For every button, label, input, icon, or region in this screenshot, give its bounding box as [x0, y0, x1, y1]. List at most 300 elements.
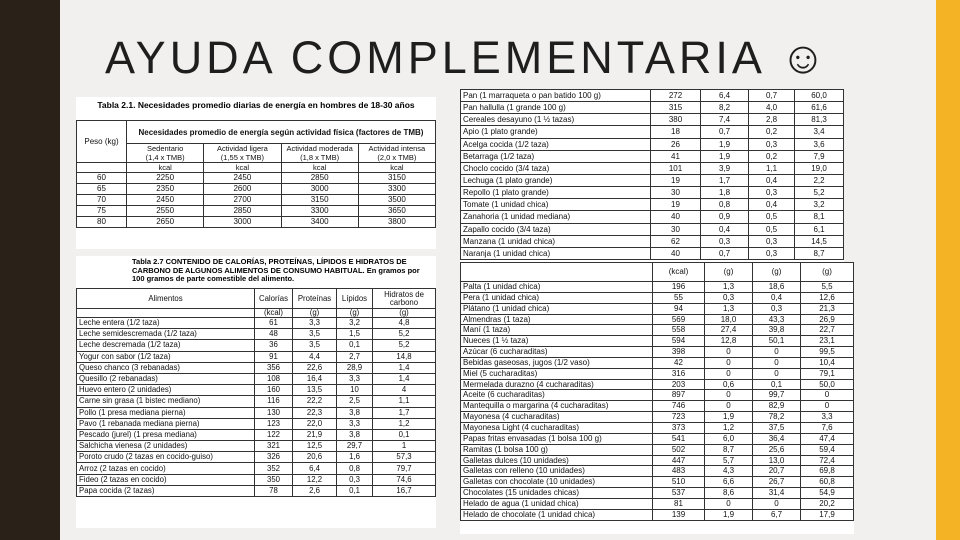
accent-bar: [936, 0, 960, 540]
table-cell: 0: [753, 357, 801, 368]
table-cell: 5,2: [373, 340, 436, 351]
table-cell: 20,6: [293, 452, 337, 463]
table-row: [77, 373, 436, 384]
energy-table-caption: Tabla 2.1. Necesidades promedio diarias de energía en hombres de 18-30 años: [97, 100, 415, 110]
table-row: [461, 466, 854, 477]
table-cell: 4,0: [749, 102, 795, 114]
table-cell: 65: [77, 184, 127, 195]
table-cell: Mermelada durazno (4 cucharaditas): [461, 379, 653, 390]
table-row: [77, 407, 436, 418]
table-cell: 3,2: [795, 199, 844, 211]
table-cell: 0,7: [701, 126, 749, 138]
activity-label: Actividad moderada: [286, 144, 353, 153]
table-row: [77, 340, 436, 351]
table-cell: 20,2: [801, 498, 854, 509]
table-cell: 1,5: [337, 329, 373, 340]
energy-table: [76, 120, 436, 228]
table-cell: 13,5: [293, 385, 337, 396]
table-cell: 60: [77, 173, 127, 184]
table-row: [461, 138, 844, 150]
table-cell: Acelga cocida (1/2 taza): [461, 138, 651, 150]
table-cell: 14,5: [795, 235, 844, 247]
table-cell: Leche semidescremada (1/2 taza): [77, 329, 255, 340]
kcal-unit: kcal: [358, 163, 435, 173]
table-cell: 78: [255, 485, 293, 496]
table-cell: 1,4: [373, 373, 436, 384]
table-cell: 12,2: [293, 474, 337, 485]
table-row: [77, 184, 436, 195]
table-cell: 316: [653, 368, 705, 379]
table-cell: 43,3: [753, 314, 801, 325]
table-cell: 897: [653, 390, 705, 401]
table-cell: Fideo (2 tazas en cocido): [77, 474, 255, 485]
table-cell: 20,7: [753, 466, 801, 477]
activity-column-header: [127, 144, 204, 163]
table-cell: 81: [653, 498, 705, 509]
table-cell: 1,9: [701, 138, 749, 150]
table-row: [461, 211, 844, 223]
table-cell: 3500: [358, 195, 435, 206]
table-cell: 5,7: [705, 455, 753, 466]
table-cell: 7,6: [801, 422, 854, 433]
energy-needs-table-image: [76, 97, 436, 249]
table-cell: 3000: [281, 184, 358, 195]
table-cell: 50,1: [753, 336, 801, 347]
table-cell: 510: [653, 477, 705, 488]
table-cell: 3800: [358, 217, 435, 228]
table-cell: 2550: [127, 206, 204, 217]
table-cell: 326: [255, 452, 293, 463]
table-cell: 108: [255, 373, 293, 384]
table-cell: 0,4: [701, 223, 749, 235]
table-row: [461, 455, 854, 466]
table-cell: 2450: [127, 195, 204, 206]
table-row: [461, 235, 844, 247]
table-cell: 0,3: [753, 303, 801, 314]
table-cell: 0,5: [749, 211, 795, 223]
table-cell: 3000: [204, 217, 281, 228]
table-cell: 1,2: [373, 418, 436, 429]
table-cell: Poroto crudo (2 tazas en cocido-guiso): [77, 452, 255, 463]
table-row: [461, 498, 854, 509]
table-cell: 1,8: [701, 187, 749, 199]
activity-factor: (1,55 x TMB): [220, 153, 264, 162]
table-cell: Maní (1 taza): [461, 325, 653, 336]
table-cell: 356: [255, 362, 293, 373]
table-cell: 1,6: [337, 452, 373, 463]
table-cell: Choclo cocido (3/4 taza): [461, 162, 651, 174]
table-cell: 4,3: [705, 466, 753, 477]
energy-group-header: Necesidades promedio de energía según actividad física (factores de TMB): [127, 121, 436, 144]
table-cell: 1,2: [705, 422, 753, 433]
table-row: [461, 433, 854, 444]
table-cell: Zapallo cocido (3/4 taza): [461, 223, 651, 235]
table-cell: 0,4: [749, 199, 795, 211]
table-row: [77, 351, 436, 362]
table-cell: 8,7: [705, 444, 753, 455]
kcal-unit: kcal: [281, 163, 358, 173]
table-cell: 16,7: [373, 485, 436, 496]
table-cell: 398: [653, 347, 705, 358]
table-cell: 22,3: [293, 407, 337, 418]
table-cell: 17,9: [801, 509, 854, 520]
table-cell: Betarraga (1/2 taza): [461, 150, 651, 162]
table-cell: 447: [653, 455, 705, 466]
table-cell: 3,3: [337, 418, 373, 429]
table-row: [77, 418, 436, 429]
table-cell: 28,9: [337, 362, 373, 373]
table-cell: 0: [753, 347, 801, 358]
table-row: [77, 452, 436, 463]
table-cell: 22,2: [293, 396, 337, 407]
table-cell: 3150: [281, 195, 358, 206]
table-cell: 2700: [204, 195, 281, 206]
table-cell: 196: [653, 282, 705, 293]
table-row: [461, 357, 854, 368]
table-row: [461, 102, 844, 114]
table-cell: 0,3: [749, 247, 795, 259]
table-row: [461, 477, 854, 488]
table-cell: 79,7: [373, 463, 436, 474]
table-cell: 3,2: [337, 318, 373, 329]
table-cell: 350: [255, 474, 293, 485]
table-cell: 6,0: [705, 433, 753, 444]
table-cell: 0: [705, 368, 753, 379]
table-cell: 82,9: [753, 401, 801, 412]
unit-header: (kcal): [653, 263, 705, 282]
table-row: [461, 126, 844, 138]
table-cell: Plátano (1 unidad chica): [461, 303, 653, 314]
foods-table-2: [460, 89, 844, 260]
table-row: [77, 195, 436, 206]
table-cell: 61,6: [795, 102, 844, 114]
table-cell: 12,5: [293, 441, 337, 452]
table-row: [461, 412, 854, 423]
table-cell: 0: [753, 368, 801, 379]
kcal-unit: kcal: [127, 163, 204, 173]
table-cell: 13,0: [753, 455, 801, 466]
activity-factor: (2,0 x TMB): [377, 153, 417, 162]
table-cell: 723: [653, 412, 705, 423]
table-cell: 12,8: [705, 336, 753, 347]
unit-header: [461, 263, 653, 282]
table-row: [461, 325, 854, 336]
table-cell: Pera (1 unidad chica): [461, 292, 653, 303]
table-cell: 0,3: [749, 187, 795, 199]
table-cell: 0,2: [749, 126, 795, 138]
table-cell: 6,1: [795, 223, 844, 235]
table-cell: 74,6: [373, 474, 436, 485]
table-cell: 321: [255, 441, 293, 452]
table-cell: 72,4: [801, 455, 854, 466]
foods-nutrient-table-image: [76, 256, 436, 528]
table-cell: 2850: [204, 206, 281, 217]
table-cell: Carne sin grasa (1 bistec mediano): [77, 396, 255, 407]
table-cell: 5,5: [801, 282, 854, 293]
table-row: [77, 441, 436, 452]
table-cell: 0,3: [337, 474, 373, 485]
table-cell: 18: [651, 126, 701, 138]
table-row: [461, 336, 854, 347]
table-cell: 40: [651, 247, 701, 259]
column-header: Alimentos: [77, 289, 255, 309]
table-cell: Mantequilla o margarina (4 cucharaditas): [461, 401, 653, 412]
table-cell: 4,8: [373, 318, 436, 329]
table-row: [461, 509, 854, 520]
table-cell: Apio (1 plato grande): [461, 126, 651, 138]
table-cell: 0,1: [373, 429, 436, 440]
table-row: [461, 150, 844, 162]
table-cell: 0: [705, 390, 753, 401]
table-cell: 558: [653, 325, 705, 336]
table-row: [461, 90, 844, 102]
table-cell: 26,7: [753, 477, 801, 488]
table-cell: Galletas dulces (10 unidades): [461, 455, 653, 466]
table-row: [461, 314, 854, 325]
table-cell: 41: [651, 150, 701, 162]
table-cell: 0,3: [701, 235, 749, 247]
table-cell: 3,8: [337, 429, 373, 440]
unit-header: [77, 309, 255, 318]
table-cell: 78,2: [753, 412, 801, 423]
table-cell: 315: [651, 102, 701, 114]
table-cell: 29,7: [337, 441, 373, 452]
foods-table-continued-top: [460, 89, 844, 285]
table-cell: 0: [753, 498, 801, 509]
table-cell: 0,1: [753, 379, 801, 390]
foods-table-caption: Tabla 2.7 CONTENIDO DE CALORÍAS, PROTEÍNAS, LÍPIDOS E HIDRATOS DE CARBONO DE ALGUNOS ALIMENTOS DE CONSUMO HABITUAL. En gramos por 100 gramos de parte comestible del alimento.: [132, 257, 420, 283]
table-row: [461, 422, 854, 433]
table-cell: 101: [651, 162, 701, 174]
table-cell: 19,0: [795, 162, 844, 174]
table-cell: 0,8: [337, 463, 373, 474]
table-cell: 0,5: [749, 223, 795, 235]
table-cell: 42: [653, 357, 705, 368]
unit-header: (g): [293, 309, 337, 318]
table-cell: 0: [801, 401, 854, 412]
table-cell: 4,4: [293, 351, 337, 362]
table-cell: 3650: [358, 206, 435, 217]
table-cell: 37,5: [753, 422, 801, 433]
table-row: [77, 396, 436, 407]
table-row: [77, 318, 436, 329]
table-cell: 541: [653, 433, 705, 444]
table-cell: 54,9: [801, 488, 854, 499]
table-row: [461, 162, 844, 174]
activity-factor: (1,8 x TMB): [300, 153, 340, 162]
table-cell: 5,2: [795, 187, 844, 199]
table-cell: Tomate (1 unidad chica): [461, 199, 651, 211]
table-cell: 1,3: [705, 282, 753, 293]
table-cell: 6,7: [753, 509, 801, 520]
table-cell: Almendras (1 taza): [461, 314, 653, 325]
table-row: [77, 173, 436, 184]
table-cell: 373: [653, 422, 705, 433]
table-row: [461, 223, 844, 235]
table-cell: Mayonesa (4 cucharaditas): [461, 412, 653, 423]
table-cell: 23,1: [801, 336, 854, 347]
table-cell: Papas fritas envasadas (1 bolsa 100 g): [461, 433, 653, 444]
table-row: [461, 282, 854, 293]
table-cell: 99,7: [753, 390, 801, 401]
table-row: [461, 488, 854, 499]
table-row: [461, 292, 854, 303]
table-cell: Papa cocida (2 tazas): [77, 485, 255, 496]
activity-factor: (1,4 x TMB): [145, 153, 185, 162]
table-cell: 2650: [127, 217, 204, 228]
slide-title: AYUDA COMPLEMENTARIA ☺: [105, 32, 830, 83]
activity-label: Actividad intensa: [368, 144, 426, 153]
table-cell: 39,8: [753, 325, 801, 336]
table-cell: 36,4: [753, 433, 801, 444]
table-cell: 0,8: [701, 199, 749, 211]
table-cell: 6,6: [705, 477, 753, 488]
table-cell: 5,2: [373, 329, 436, 340]
table-cell: 47,4: [801, 433, 854, 444]
foods-table-1: [76, 288, 436, 497]
table-cell: 8,7: [795, 247, 844, 259]
table-cell: 48: [255, 329, 293, 340]
table-cell: 70: [77, 195, 127, 206]
table-cell: 1,9: [705, 509, 753, 520]
table-cell: 30: [651, 187, 701, 199]
table-cell: 1: [373, 441, 436, 452]
table-cell: 0,4: [753, 292, 801, 303]
table-cell: 30: [651, 223, 701, 235]
table-cell: 0,6: [705, 379, 753, 390]
unit-cell: [77, 163, 127, 173]
table-cell: 0: [705, 347, 753, 358]
table-row: [461, 347, 854, 358]
table-cell: 0,3: [705, 292, 753, 303]
table-row: [77, 474, 436, 485]
table-cell: 2,8: [749, 114, 795, 126]
table-row: [461, 114, 844, 126]
table-row: [461, 187, 844, 199]
table-cell: Helado de chocolate (1 unidad chica): [461, 509, 653, 520]
table-row: [461, 247, 844, 259]
table-cell: 8,2: [701, 102, 749, 114]
table-cell: 2,6: [293, 485, 337, 496]
table-cell: 272: [651, 90, 701, 102]
table-cell: 61: [255, 318, 293, 329]
table-cell: 746: [653, 401, 705, 412]
table-cell: 60,8: [801, 477, 854, 488]
table-cell: 502: [653, 444, 705, 455]
table-cell: Nueces (1 ½ taza): [461, 336, 653, 347]
table-cell: Queso chanco (3 rebanadas): [77, 362, 255, 373]
table-row: [77, 206, 436, 217]
table-cell: 99,5: [801, 347, 854, 358]
table-cell: 10: [337, 385, 373, 396]
table-cell: 123: [255, 418, 293, 429]
table-cell: 2,7: [337, 351, 373, 362]
table-cell: Lechuga (1 plato grande): [461, 174, 651, 186]
table-cell: 0: [705, 357, 753, 368]
table-cell: 0,7: [701, 247, 749, 259]
table-cell: 380: [651, 114, 701, 126]
table-cell: 18,6: [753, 282, 801, 293]
table-cell: 2600: [204, 184, 281, 195]
left-decorative-band: [0, 0, 60, 540]
table-cell: 80: [77, 217, 127, 228]
unit-header: (g): [373, 309, 436, 318]
table-row: [461, 368, 854, 379]
table-cell: 50,0: [801, 379, 854, 390]
table-cell: 1,9: [701, 150, 749, 162]
table-cell: Azúcar (6 cucharaditas): [461, 347, 653, 358]
table-cell: 7,4: [701, 114, 749, 126]
table-row: [77, 485, 436, 496]
table-cell: 75: [77, 206, 127, 217]
table-cell: 1,3: [705, 303, 753, 314]
table-cell: 19: [651, 199, 701, 211]
table-cell: 55: [653, 292, 705, 303]
table-cell: 3150: [358, 173, 435, 184]
table-cell: Quesillo (2 rebanadas): [77, 373, 255, 384]
table-cell: 0: [801, 390, 854, 401]
table-cell: 7,9: [795, 150, 844, 162]
table-cell: 0,4: [749, 174, 795, 186]
table-cell: 57,3: [373, 452, 436, 463]
table-cell: 3300: [358, 184, 435, 195]
activity-column-header: [281, 144, 358, 163]
table-cell: Helado de agua (1 unidad chica): [461, 498, 653, 509]
table-cell: 139: [653, 509, 705, 520]
table-cell: 2250: [127, 173, 204, 184]
table-cell: 27,4: [705, 325, 753, 336]
table-cell: 2350: [127, 184, 204, 195]
table-cell: Pavo (1 rebanada mediana pierna): [77, 418, 255, 429]
table-row: [77, 329, 436, 340]
table-cell: 0,1: [337, 485, 373, 496]
table-cell: 1,7: [701, 174, 749, 186]
table-cell: 3,3: [293, 318, 337, 329]
table-cell: 0,3: [749, 235, 795, 247]
table-cell: Mayonesa Light (4 cucharaditas): [461, 422, 653, 433]
activity-column-header: [204, 144, 281, 163]
table-row: [77, 385, 436, 396]
table-cell: 2850: [281, 173, 358, 184]
unit-header: (g): [705, 263, 753, 282]
weight-header: Peso (kg): [77, 121, 127, 163]
table-cell: 3,3: [801, 412, 854, 423]
table-cell: 3,6: [795, 138, 844, 150]
table-cell: 21,3: [801, 303, 854, 314]
table-cell: Salchicha vienesa (2 unidades): [77, 441, 255, 452]
table-cell: 25,6: [753, 444, 801, 455]
table-cell: 16,4: [293, 373, 337, 384]
table-cell: Leche descremada (1/2 taza): [77, 340, 255, 351]
table-cell: 0: [705, 401, 753, 412]
table-cell: 10,4: [801, 357, 854, 368]
table-cell: Galletas con relleno (10 unidades): [461, 466, 653, 477]
table-cell: 130: [255, 407, 293, 418]
table-cell: Arroz (2 tazas en cocido): [77, 463, 255, 474]
table-cell: 36: [255, 340, 293, 351]
table-row: [77, 362, 436, 373]
table-cell: 1,1: [373, 396, 436, 407]
table-cell: 3,4: [795, 126, 844, 138]
table-cell: Bebidas gaseosas, jugos (1/2 vaso): [461, 357, 653, 368]
activity-label: Actividad ligera: [216, 144, 268, 153]
table-cell: Cereales desayuno (1 ½ tazas): [461, 114, 651, 126]
unit-header: (g): [801, 263, 854, 282]
table-cell: Zanahoria (1 unidad mediana): [461, 211, 651, 223]
table-cell: 3,3: [337, 373, 373, 384]
table-cell: Huevo entero (2 unidades): [77, 385, 255, 396]
table-cell: 594: [653, 336, 705, 347]
